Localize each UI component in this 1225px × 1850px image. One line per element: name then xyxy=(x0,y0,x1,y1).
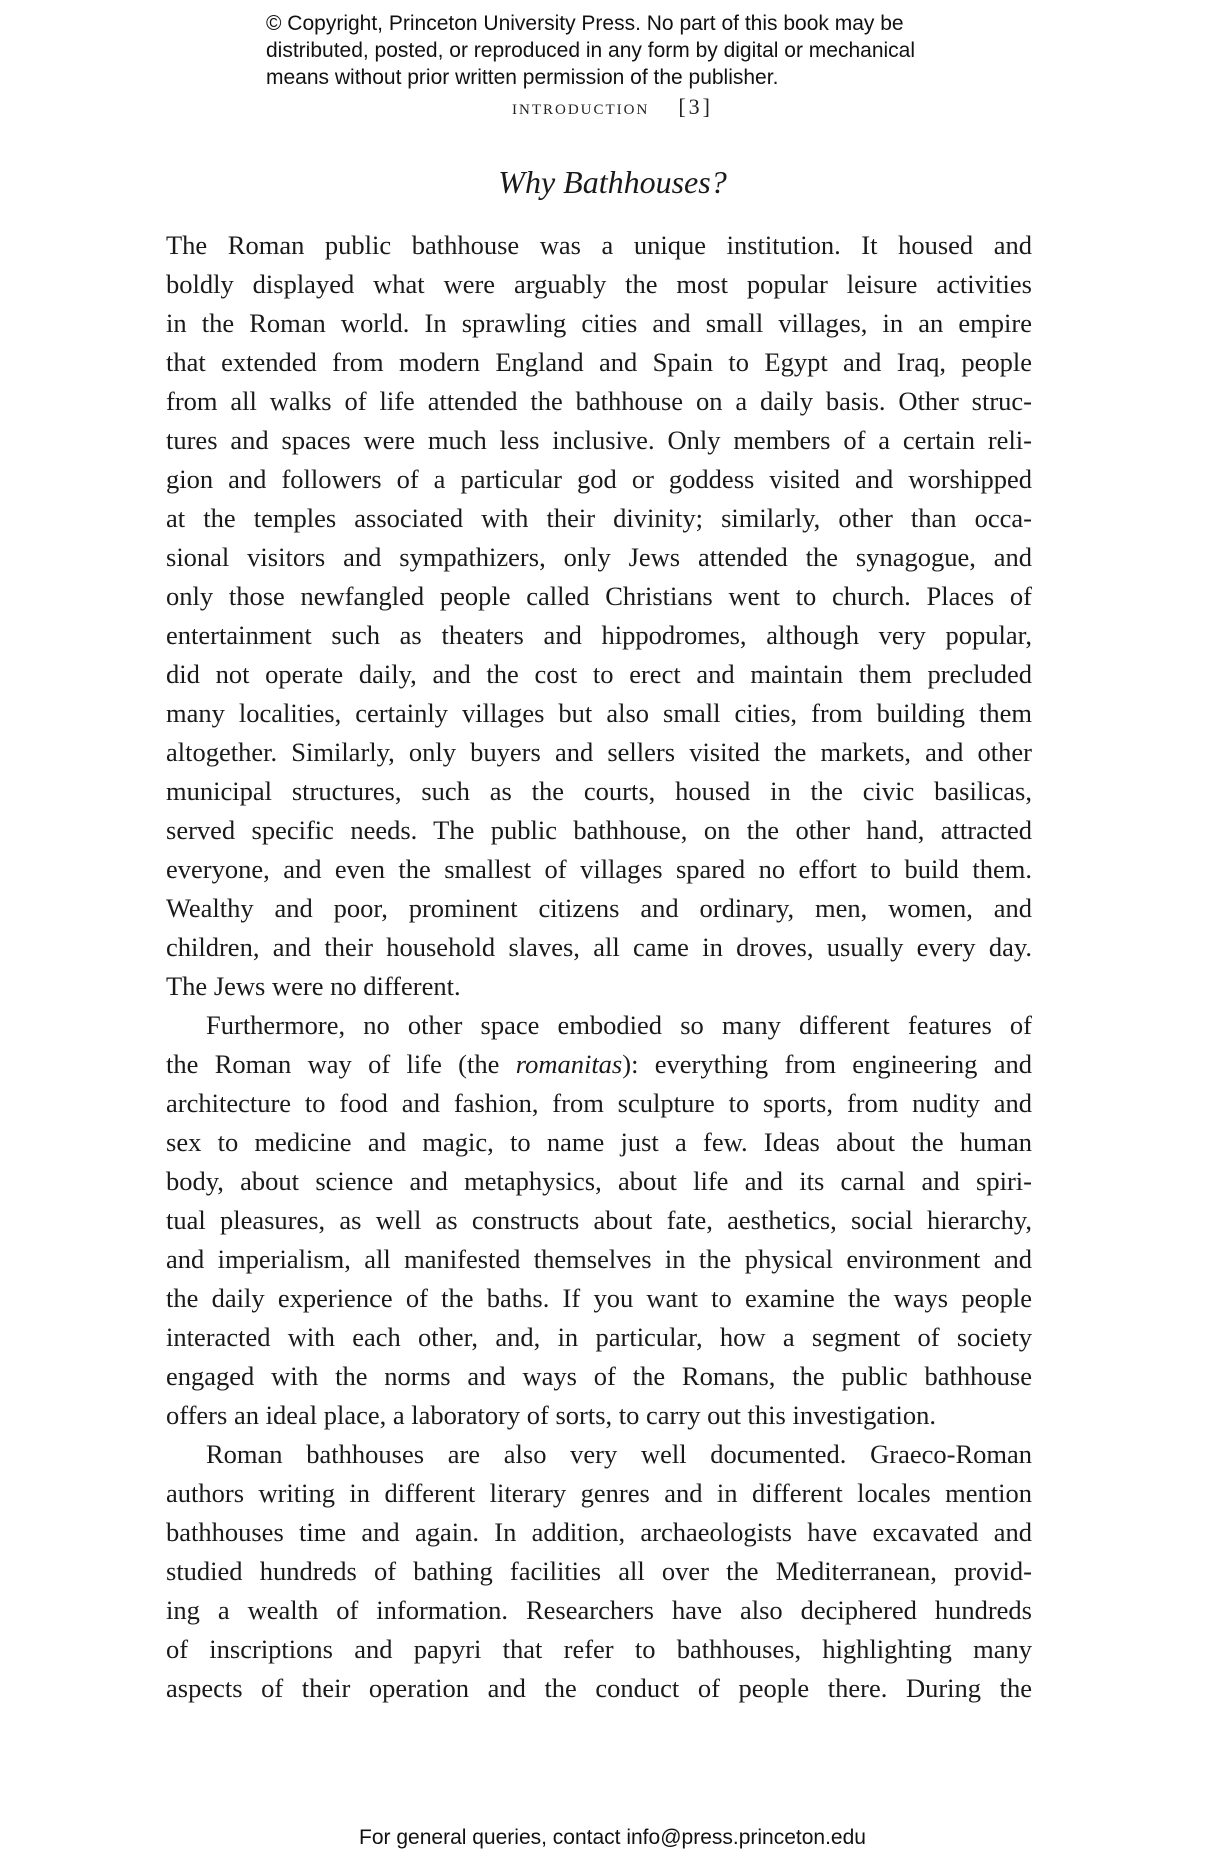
body-text xyxy=(166,226,1032,1708)
copyright-line: means without prior written permission of the publisher. xyxy=(266,66,779,89)
paragraph xyxy=(166,226,1032,1006)
text-line: boldly displayed what were arguably the most popular leisure activities xyxy=(166,269,1032,299)
text-line: only those newfangled people called Christians went to church. Places of xyxy=(166,581,1032,611)
text-line: body, about science and metaphysics, about life and its carnal and spiri- xyxy=(166,1166,1032,1196)
text-line: did not operate daily, and the cost to erect and maintain them precluded xyxy=(166,659,1032,689)
text-line: of inscriptions and papyri that refer to bathhouses, highlighting many xyxy=(166,1634,1032,1664)
text-line: Roman bathhouses are also very well documented. Graeco-Roman xyxy=(206,1439,1032,1469)
text-line: Wealthy and poor, prominent citizens and ordinary, men, women, and xyxy=(166,893,1032,923)
paragraph xyxy=(166,1435,1032,1708)
text-line: children, and their household slaves, all came in droves, usually every day. xyxy=(166,932,1032,962)
copyright-line: © Copyright, Princeton University Press. No part of this book may be xyxy=(266,12,904,35)
text-line: architecture to food and fashion, from sculpture to sports, from nudity and xyxy=(166,1088,1032,1118)
section-heading: Why Bathhouses? xyxy=(498,164,727,200)
copyright-line: distributed, posted, or reproduced in any form by digital or mechanical xyxy=(266,39,916,62)
text-line: sional visitors and sympathizers, only Jews attended the synagogue, and xyxy=(166,542,1032,572)
text-line: at the temples associated with their divinity; similarly, other than occa- xyxy=(166,503,1032,533)
text-line: offers an ideal place, a laboratory of sorts, to carry out this investigation. xyxy=(166,1400,936,1430)
text-line: aspects of their operation and the conduct of people there. During the xyxy=(166,1673,1032,1703)
text-line: that extended from modern England and Spain to Egypt and Iraq, people xyxy=(166,347,1032,377)
text-line: authors writing in different literary genres and in different locales mention xyxy=(166,1478,1032,1508)
text-line: altogether. Similarly, only buyers and sellers visited the markets, and other xyxy=(166,737,1032,767)
text-line: tual pleasures, as well as constructs about fate, aesthetics, social hierarchy, xyxy=(166,1205,1032,1235)
text-line: gion and followers of a particular god or goddess visited and worshipped xyxy=(166,464,1032,494)
running-head-section: introduction xyxy=(512,94,650,119)
text-line: the daily experience of the baths. If you want to examine the ways people xyxy=(166,1283,1032,1313)
running-head xyxy=(0,94,1225,120)
text-line: and imperialism, all manifested themselves in the physical environment and xyxy=(166,1244,1032,1274)
text-line: in the Roman world. In sprawling cities and small villages, in an empire xyxy=(166,308,1032,338)
text-line: interacted with each other, and, in particular, how a segment of society xyxy=(166,1322,1032,1352)
footer-contact: For general queries, contact info@press.princeton.edu xyxy=(359,1826,866,1849)
text-line: sex to medicine and magic, to name just a few. Ideas about the human xyxy=(166,1127,1032,1157)
copyright-notice xyxy=(266,10,1026,91)
text-line: the Roman way of life (the romanitas): everything from engineering and xyxy=(166,1049,1032,1079)
text-line: engaged with the norms and ways of the Romans, the public bathhouse xyxy=(166,1361,1032,1391)
text-line: municipal structures, such as the courts, housed in the civic basilicas, xyxy=(166,776,1032,806)
text-line: The Roman public bathhouse was a unique institution. It housed and xyxy=(166,230,1032,260)
text-line: everyone, and even the smallest of villages spared no effort to build them. xyxy=(166,854,1032,884)
paragraph xyxy=(166,1006,1032,1435)
text-line: ing a wealth of information. Researchers have also deciphered hundreds xyxy=(166,1595,1032,1625)
text-line: Furthermore, no other space embodied so many different features of xyxy=(206,1010,1032,1040)
text-line: served specific needs. The public bathhouse, on the other hand, attracted xyxy=(166,815,1032,845)
text-line: tures and spaces were much less inclusive. Only members of a certain reli- xyxy=(166,425,1032,455)
text-line: The Jews were no different. xyxy=(166,971,461,1001)
text-line: from all walks of life attended the bathhouse on a daily basis. Other struc- xyxy=(166,386,1032,416)
page-number: [3] xyxy=(678,94,713,119)
text-line: entertainment such as theaters and hippodromes, although very popular, xyxy=(166,620,1032,650)
text-line: bathhouses time and again. In addition, archaeologists have excavated and xyxy=(166,1517,1032,1547)
text-line: studied hundreds of bathing facilities all over the Mediterranean, provid- xyxy=(166,1556,1032,1586)
text-line: many localities, certainly villages but also small cities, from building them xyxy=(166,698,1032,728)
